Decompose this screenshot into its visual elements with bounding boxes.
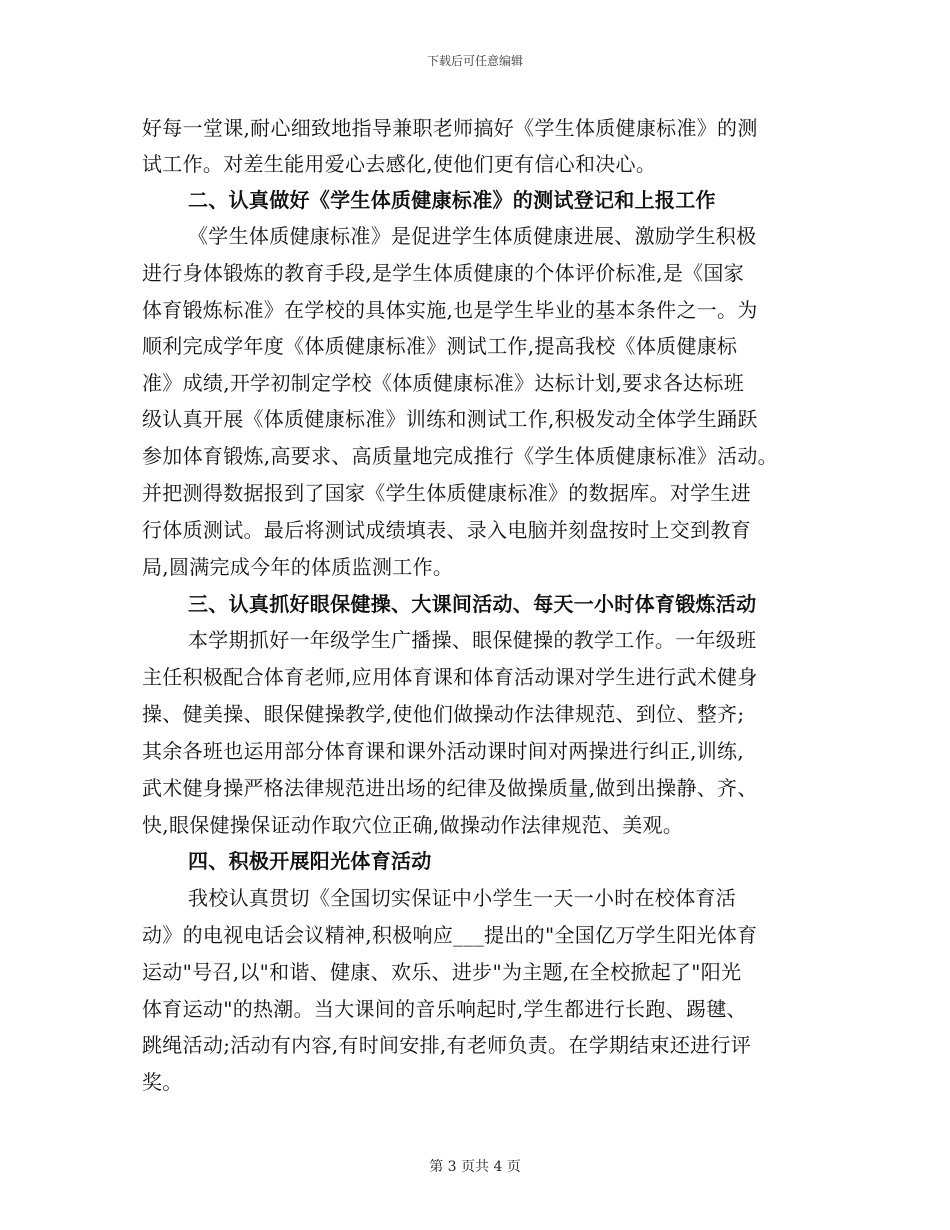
body-line: 试工作。对差生能用爱心去感化,使他们更有信心和决心。 [142,152,657,176]
body-line: 局,圆满完成今年的体质监测工作。 [142,555,454,579]
body-line: 运动"号召,以"和谐、健康、欢乐、进步"为主题,在全校掀起了"阳光 [142,960,742,984]
body-line: 快,眼保健操保证动作取穴位正确,做操动作法律规范、美观。 [142,813,684,837]
body-line: 《学生体质健康标准》是促进学生体质健康进展、激励学生积极 [188,224,757,248]
body-line: 动》的电视电话会议精神,积极响应___提出的"全国亿万学生阳光体育 [142,923,758,947]
page-footer: 第 3 页共 4 页 [429,1159,521,1175]
section-heading-2: 二、认真做好《学生体质健康标准》的测试登记和上报工作 [188,188,716,212]
body-line: 参加体育锻炼,高要求、高质量地完成推行《学生体质健康标准》活动。 [142,444,778,468]
body-line: 跳绳活动;活动有内容,有时间安排,有老师负责。在学期结束还进行评 [142,1033,752,1057]
section-heading-4: 四、积极开展阳光体育活动 [188,849,432,873]
body-line: 武术健身操严格法律规范进出场的纪律及做操质量,做到出操静、齐、 [142,776,758,800]
body-line: 准》成绩,开学初制定学校《体质健康标准》达标计划,要求各达标班 [142,371,745,395]
section-heading-3: 三、认真抓好眼保健操、大课间活动、每天一小时体育锻炼活动 [188,592,757,616]
page-header: 下载后可任意编辑 [426,54,523,68]
body-line: 并把测得数据报到了国家《学生体质健康标准》的数据库。对学生进 [142,481,751,505]
body-line: 行体质测试。最后将测试成绩填表、录入电脑并刻盘按时上交到教育 [142,518,751,542]
body-line: 级认真开展《体质健康标准》训练和测试工作,积极发动全体学生踊跃 [142,407,758,431]
body-line: 体育锻炼标准》在学校的具体实施,也是学生毕业的基本条件之一。为 [142,298,758,322]
body-line: 奖。 [142,1070,183,1094]
body-line: 其余各班也运用部分体育课和课外活动课时间对两操进行纠正,训练, [142,739,745,763]
body-line: 好每一堂课,耐心细致地指导兼职老师搞好《学生体质健康标准》的测 [142,116,758,140]
body-line: 本学期抓好一年级学生广播操、眼保健操的教学工作。一年级班 [188,628,757,652]
body-line: 我校认真贯切《全国切实保证中小学生一天一小时在校体育活 [188,886,737,910]
body-line: 操、健美操、眼保健操教学,使他们做操动作法律规范、到位、整齐; [142,702,745,726]
body-line: 主任积极配合体育老师,应用体育课和体育活动课对学生进行武术健身 [142,665,758,689]
body-line: 体育运动"的热潮。当大课间的音乐响起时,学生都进行长跑、踢毽、 [142,997,747,1021]
body-line: 进行身体锻炼的教育手段,是学生体质健康的个体评价标准,是《国家 [142,261,745,285]
body-line: 顺利完成学年度《体质健康标准》测试工作,提高我校《体质健康标 [142,334,738,358]
